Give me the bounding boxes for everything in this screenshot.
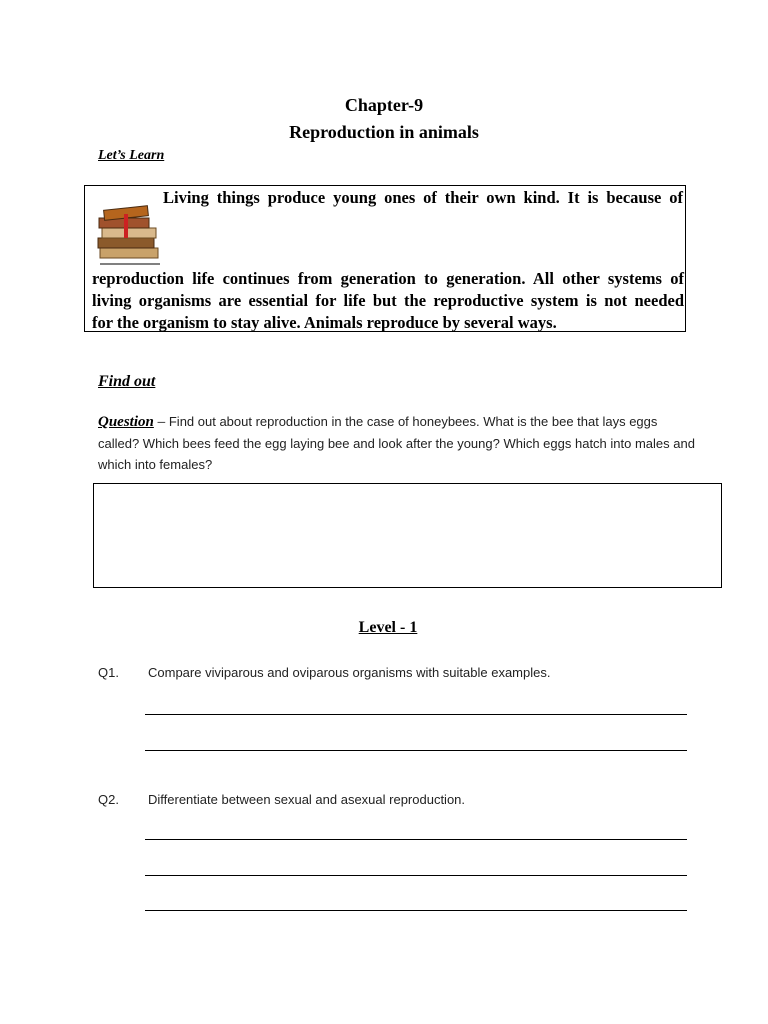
question-number: Q1. [98, 665, 119, 680]
lets-learn-line: reproduction life continues from generation to generation. All other systems of [92, 269, 684, 288]
answer-line[interactable] [145, 910, 687, 911]
question-text: Compare viviparous and oviparous organisms with suitable examples. [148, 665, 551, 680]
question-text: Differentiate between sexual and asexual reproduction. [148, 792, 466, 807]
lets-learn-first-line: Living things produce young ones of their own kind. It is because of [163, 188, 683, 207]
answer-line[interactable] [145, 839, 687, 840]
find-out-question [98, 411, 698, 475]
page-title: Reproduction in animals [289, 122, 479, 142]
question-number: Q2. [98, 792, 119, 807]
answer-box[interactable] [93, 483, 722, 588]
chapter-number: Chapter-9 [344, 95, 424, 115]
books-icon [94, 200, 164, 266]
find-out-heading: Find out [98, 373, 156, 390]
lets-learn-line: living organisms are essential for life but the reproductive system is not needed [92, 291, 684, 310]
question-dash: – [153, 414, 169, 430]
answer-line[interactable] [145, 875, 687, 876]
question-text: Find out about reproduction in the case of honeybees. What is the bee that lays eggs called? Which bees feed the egg laying bee and look after the young? Which eggs hatch into males and which into females? [98, 414, 695, 472]
answer-line[interactable] [145, 714, 687, 715]
lets-learn-heading: Let’s Learn [98, 148, 165, 163]
level-heading: Level - 1 [358, 619, 418, 636]
lets-learn-paragraph [92, 268, 684, 334]
question-label: Question [98, 414, 154, 430]
lets-learn-line: for the organism to stay alive. Animals reproduce by several ways. [92, 313, 557, 332]
answer-line[interactable] [145, 750, 687, 751]
